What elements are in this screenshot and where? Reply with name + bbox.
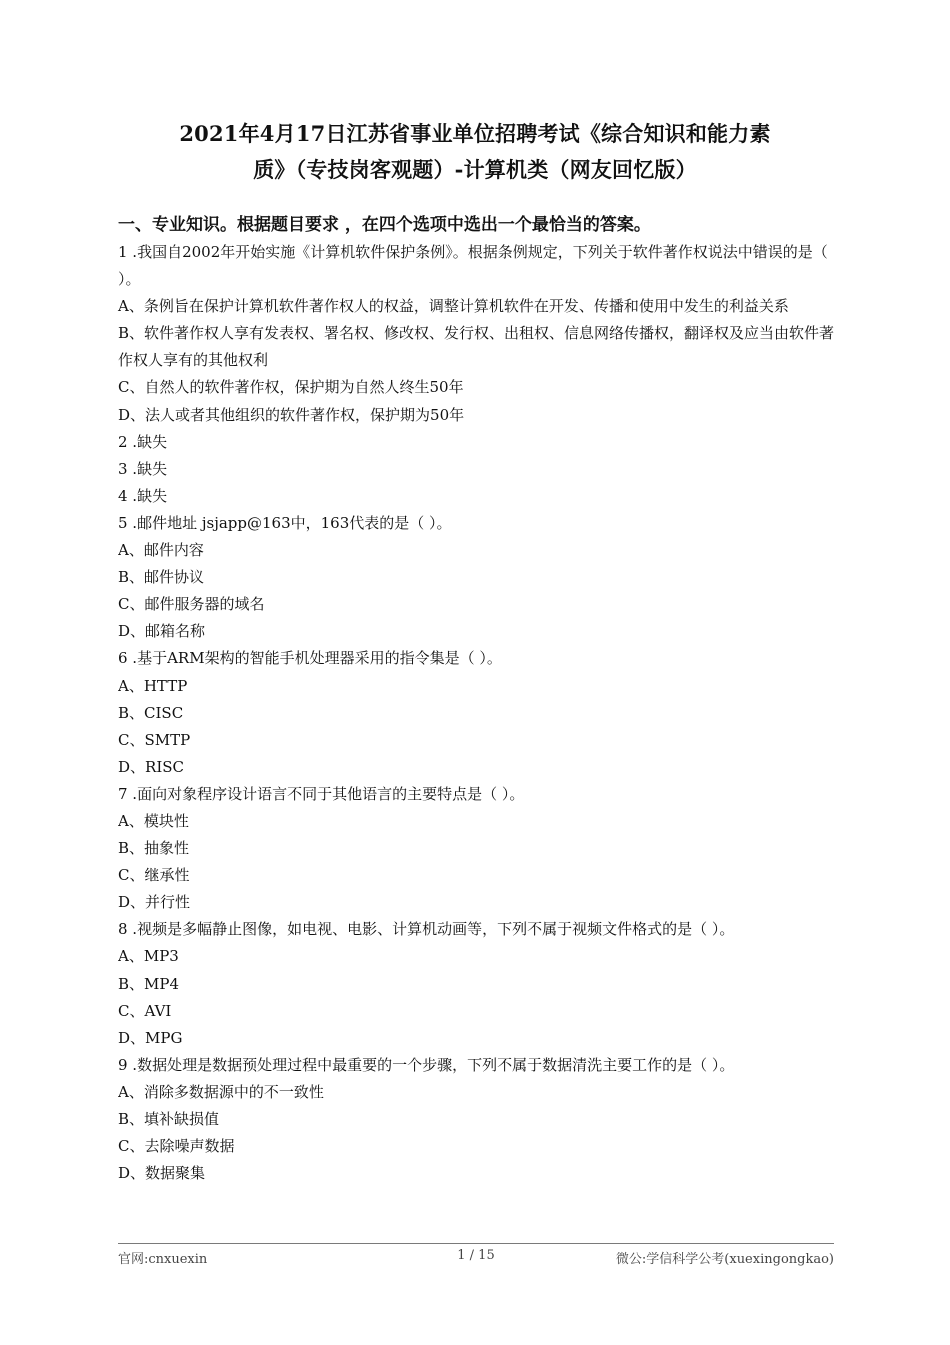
option-d: D、法人或者其他组织的软件著作权，保护期为50年 xyxy=(118,405,465,424)
question-7 xyxy=(118,781,836,916)
option-c: C、自然人的软件著作权，保护期为自然人终生50年 xyxy=(118,378,464,397)
option-d: D、邮箱名称 xyxy=(118,622,206,641)
question-5 xyxy=(118,510,836,645)
option-b: B、MP4 xyxy=(118,974,180,993)
option-a: A、消除多数据源中的不一致性 xyxy=(118,1082,324,1101)
option-b: B、抽象性 xyxy=(118,839,190,858)
document-title xyxy=(118,116,832,188)
question-3: 3 .缺失 xyxy=(118,459,168,478)
question-stem: 9 .数据处理是数据预处理过程中最重要的一个步骤，下列不属于数据清洗主要工作的是（ ）。 xyxy=(118,1055,735,1074)
option-b: B、软件著作权人享有发表权、署名权、修改权、发行权、出租权、信息网络传播权，翻译权及应当由软件著作权人享有的其他权利 xyxy=(118,324,835,370)
title-line-1: 2021年4月17日江苏省事业单位招聘考试《综合知识和能力素 xyxy=(179,121,771,146)
question-2: 2 .缺失 xyxy=(118,432,168,451)
option-a: A、MP3 xyxy=(118,947,179,966)
option-a: A、条例旨在保护计算机软件著作权人的权益，调整计算机软件在开发、传播和使用中发生的利益关系 xyxy=(118,297,789,316)
question-stem: 6 .基于ARM架构的智能手机处理器采用的指令集是（ ）。 xyxy=(118,649,502,668)
question-stem: 7 .面向对象程序设计语言不同于其他语言的主要特点是（ ）。 xyxy=(118,784,525,803)
question-stem: 8 .视频是多幅静止图像，如电视、电影、计算机动画等，下列不属于视频文件格式的是（ ）。 xyxy=(118,920,735,939)
footer-website: 官网:cnxuexin xyxy=(118,1252,208,1267)
question-stem: 5 .邮件地址 jsjapp@163中，163代表的是（ ）。 xyxy=(118,513,452,532)
option-a: A、邮件内容 xyxy=(118,541,204,560)
option-d: D、MPG xyxy=(118,1028,183,1047)
question-9 xyxy=(118,1052,836,1187)
question-6 xyxy=(118,645,836,780)
option-c: C、邮件服务器的域名 xyxy=(118,595,265,614)
option-a: A、模块性 xyxy=(118,811,189,830)
option-b: B、CISC xyxy=(118,703,184,722)
title-line-2: 质》（专技岗客观题）-计算机类（网友回忆版） xyxy=(253,157,697,182)
question-list xyxy=(118,239,836,1187)
option-d: D、RISC xyxy=(118,757,184,776)
option-b: B、填补缺损值 xyxy=(118,1110,220,1128)
option-c: C、继承性 xyxy=(118,866,190,885)
option-d: D、数据聚集 xyxy=(118,1164,206,1183)
option-c: C、SMTP xyxy=(118,730,191,749)
page-number: 1 / 15 xyxy=(457,1248,495,1263)
question-8 xyxy=(118,916,836,1051)
footer-wechat: 微公:学信科学公考(xuexingongkao) xyxy=(615,1252,834,1267)
question-4: 4 .缺失 xyxy=(118,486,168,505)
option-a: A、HTTP xyxy=(118,676,188,695)
question-1 xyxy=(118,239,836,429)
option-c: C、AVI xyxy=(118,1001,172,1020)
question-stem: 1 .我国自2002年开始实施《计算机软件保护条例》。根据条例规定，下列关于软件著作权说法中错误的是（ ）。 xyxy=(118,243,828,289)
option-b: B、邮件协议 xyxy=(118,568,205,587)
option-c: C、去除噪声数据 xyxy=(118,1137,235,1156)
option-d: D、并行性 xyxy=(118,893,191,912)
page-footer xyxy=(118,1243,834,1269)
section-heading: 一、专业知识。根据题目要求 ，在四个选项中选出一个最恰当的答案。 xyxy=(118,215,651,235)
